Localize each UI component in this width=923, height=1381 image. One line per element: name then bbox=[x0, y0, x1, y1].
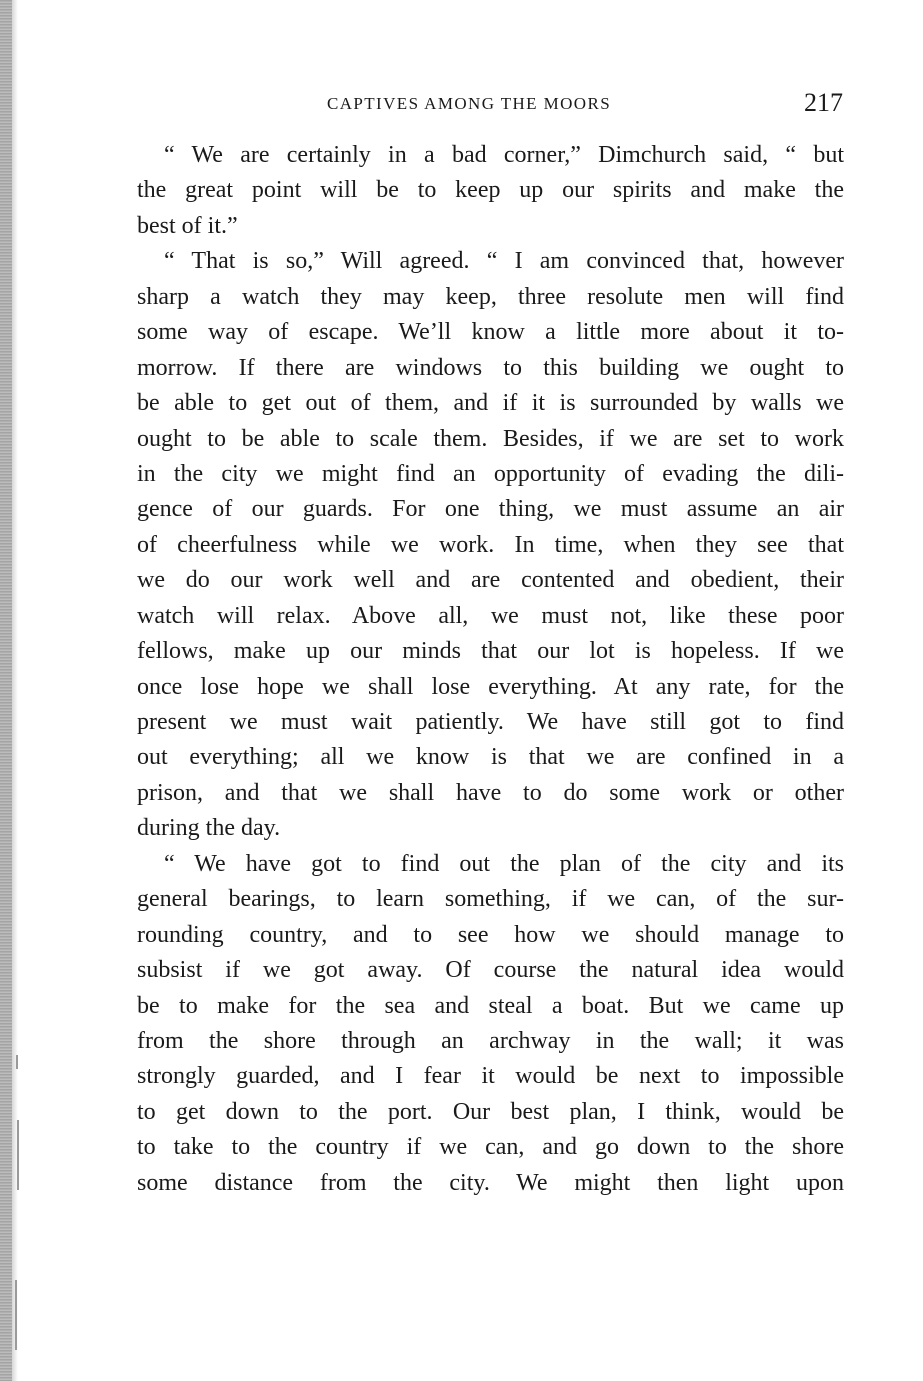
text-line: fellows, make up our minds that our lot is hopeless. If we bbox=[137, 638, 844, 665]
text-line: strongly guarded, and I fear it would be next to impossible bbox=[137, 1063, 844, 1090]
text-line: general bearings, to learn something, if we can, of the sur- bbox=[137, 886, 844, 913]
text-line: in the city we might find an opportunity of evading the dili- bbox=[137, 460, 844, 487]
text-line: out everything; all we know is that we are confined in a bbox=[137, 744, 844, 771]
text-line: be able to get out of them, and if it is surrounded by walls we bbox=[137, 390, 844, 417]
running-head bbox=[137, 88, 845, 117]
text-line: “ We are certainly in a bad corner,” Dimchurch said, “ but bbox=[164, 142, 844, 168]
text-line: “ We have got to find out the plan of the city and its bbox=[164, 850, 844, 877]
text-line: we do our work well and are contented and obedient, their bbox=[137, 567, 844, 594]
scan-speck bbox=[16, 1055, 18, 1069]
text-line: from the shore through an archway in the wall; it was bbox=[137, 1027, 844, 1054]
text-line: sharp a watch they may keep, three resolute men will find bbox=[137, 283, 844, 310]
text-line: morrow. If there are windows to this building we ought to bbox=[137, 354, 844, 381]
text-line: watch will relax. Above all, we must not, like these poor bbox=[137, 602, 844, 629]
text-line: be to make for the sea and steal a boat. But we came up bbox=[137, 992, 844, 1019]
text-line: prison, and that we shall have to do some work or other bbox=[137, 779, 844, 806]
text-line: during the day. bbox=[137, 815, 281, 842]
text-line: present we must wait patiently. We have still got to find bbox=[137, 709, 844, 735]
text-line: of cheerfulness while we work. In time, when they see that bbox=[137, 531, 844, 558]
text-line: best of it.” bbox=[137, 212, 238, 239]
running-title: CAPTIVES AMONG THE MOORS bbox=[327, 94, 612, 113]
scan-speck bbox=[15, 1280, 17, 1350]
text-line: some way of escape. We’ll know a little more about it to- bbox=[137, 319, 844, 346]
text-line: rounding country, and to see how we should manage to bbox=[137, 921, 844, 948]
text-line: gence of our guards. For one thing, we must assume an air bbox=[137, 496, 844, 523]
text-line: “ That is so,” Will agreed. “ I am convinced that, however bbox=[164, 248, 844, 275]
text-line: to take to the country if we can, and go down to the shore bbox=[137, 1134, 844, 1161]
body-text bbox=[137, 138, 844, 1201]
text-line: the great point will be to keep up our spirits and make the bbox=[137, 177, 844, 204]
text-line: once lose hope we shall lose everything. At any rate, for the bbox=[137, 673, 844, 700]
text-line: ought to be able to scale them. Besides, if we are set to work bbox=[137, 425, 844, 452]
page-number: 217 bbox=[804, 88, 843, 117]
text-line: subsist if we got away. Of course the natural idea would bbox=[137, 957, 844, 984]
scan-speck bbox=[17, 1120, 19, 1190]
text-line: to get down to the port. Our best plan, I think, would be bbox=[137, 1098, 844, 1125]
text-line: some distance from the city. We might then light upon bbox=[137, 1169, 844, 1196]
scanned-binding-edge bbox=[0, 0, 12, 1381]
